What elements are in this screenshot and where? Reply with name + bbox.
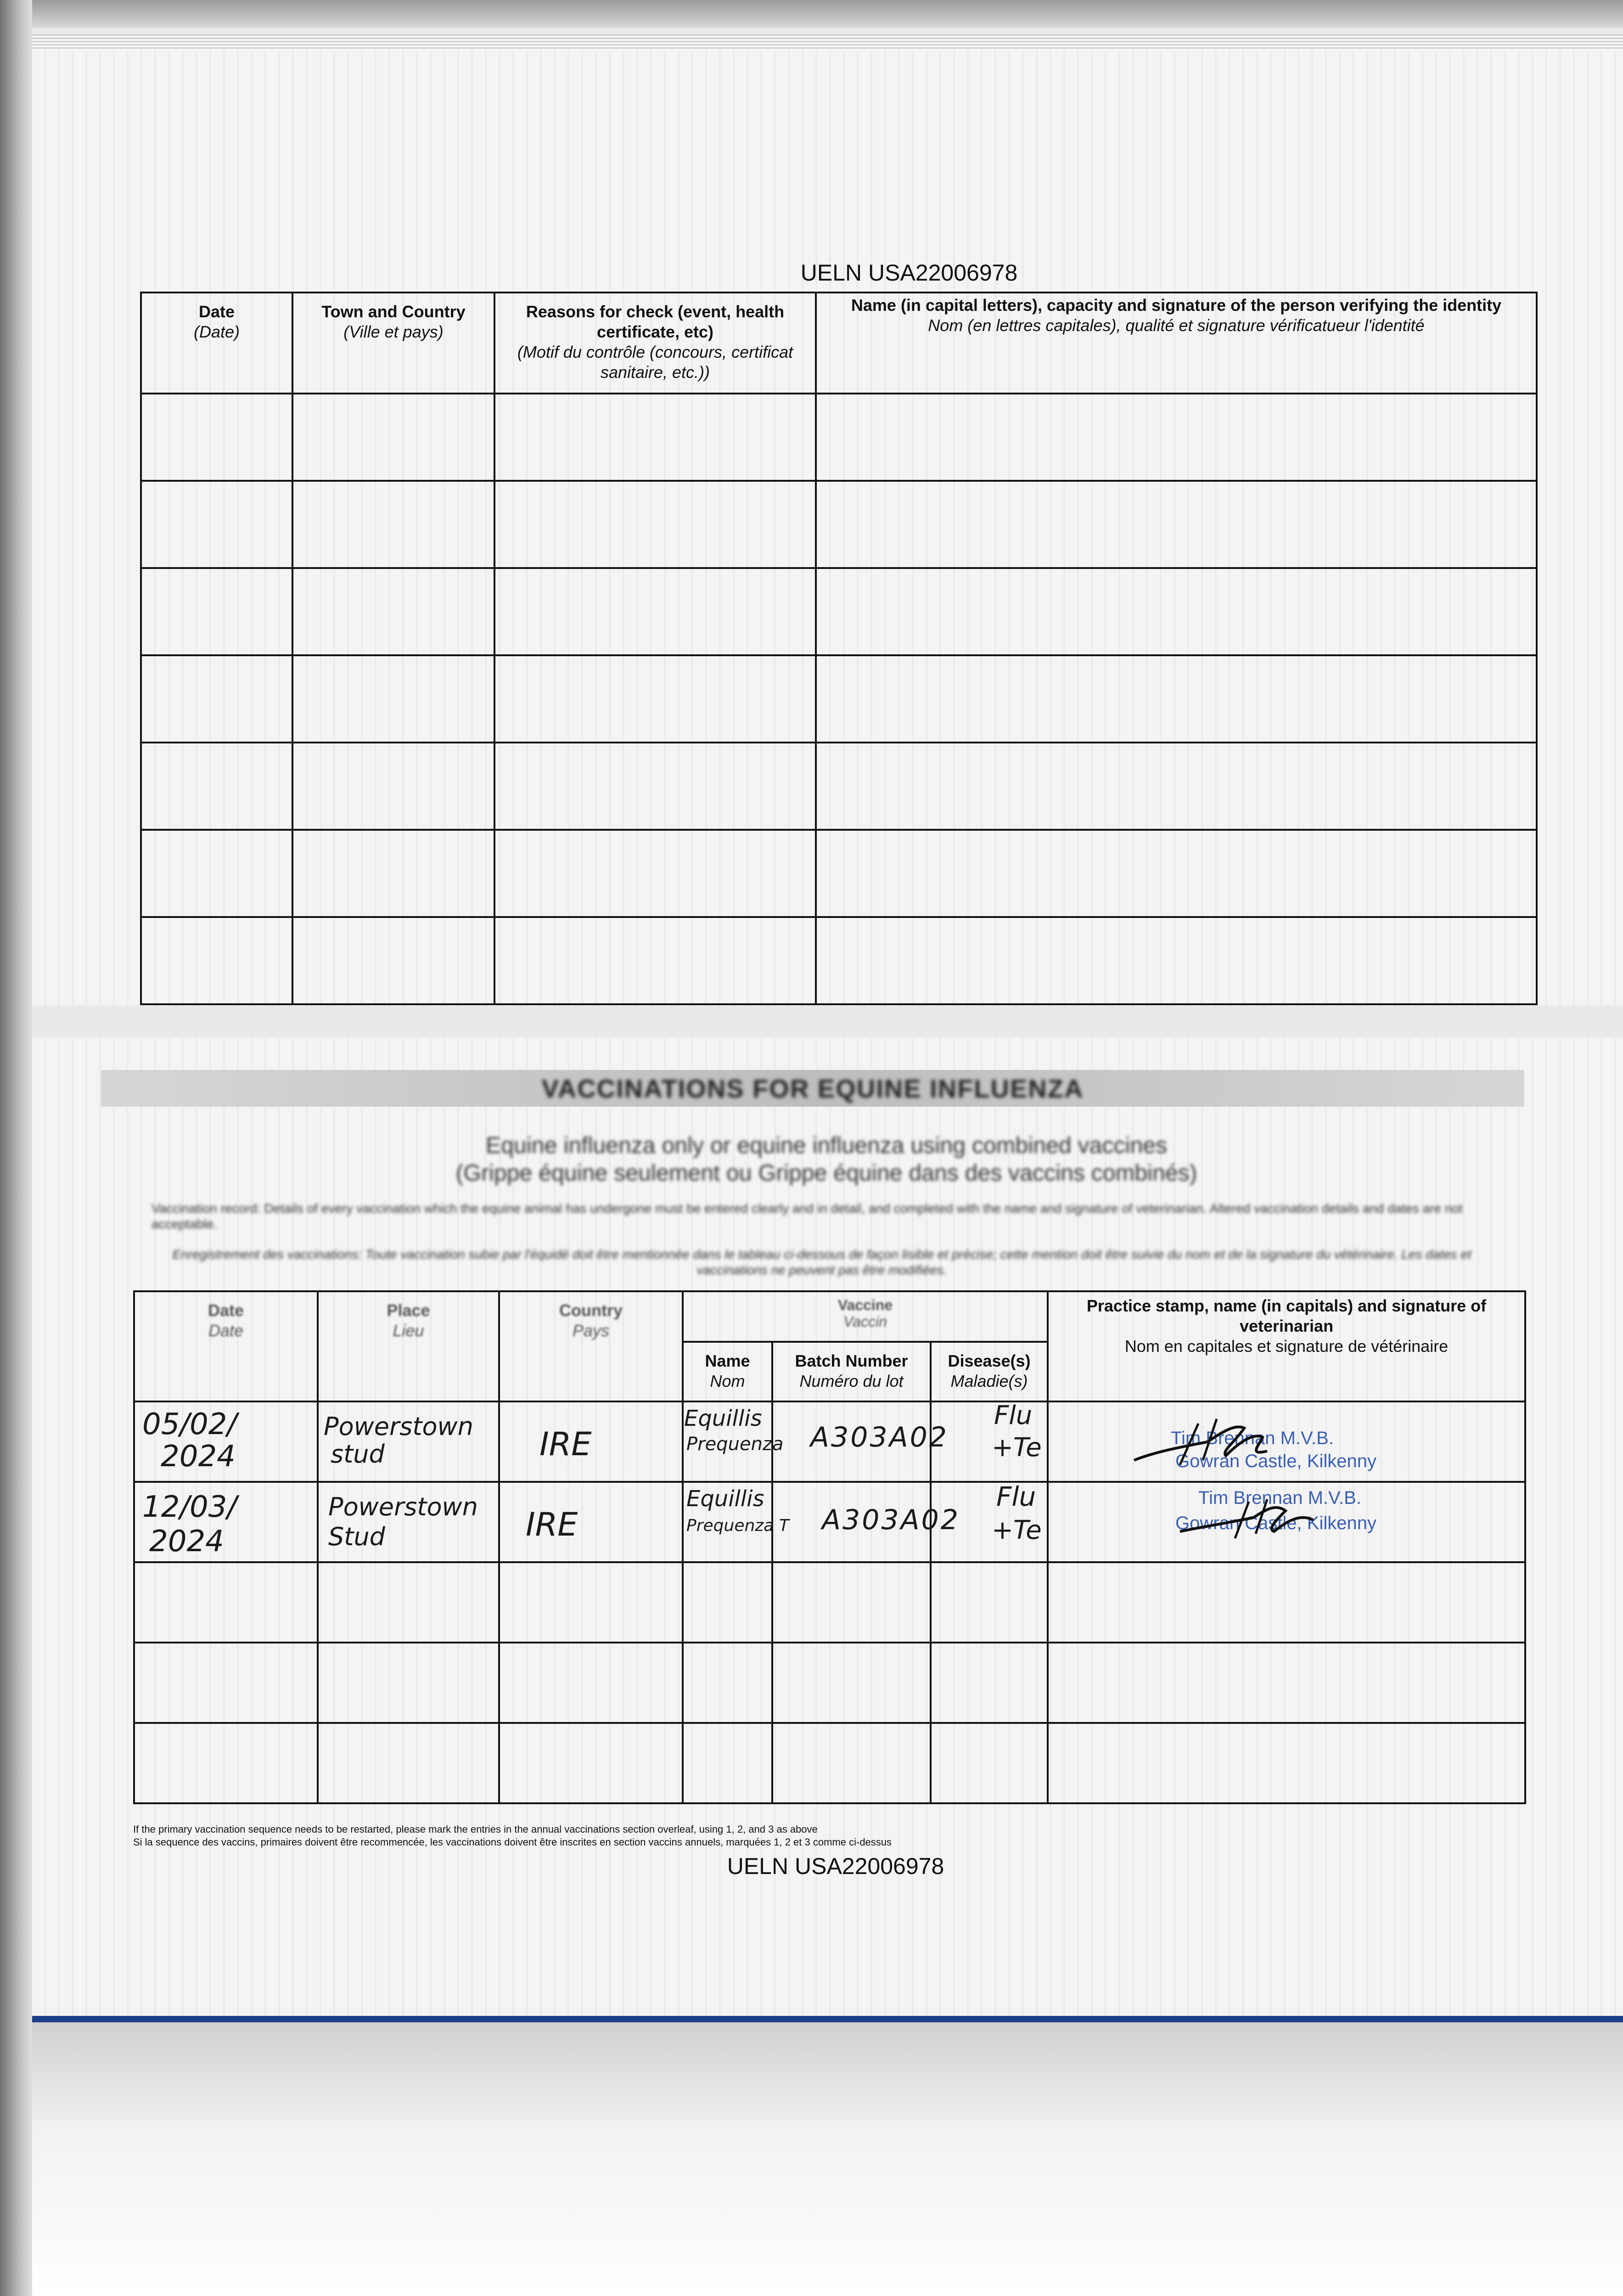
vaccination-title-banner (101, 1070, 1524, 1107)
ueln-bottom: UELN USA22006978 (727, 1853, 944, 1879)
scan-shadow-left (0, 0, 32, 2296)
footnote-fr: Si la sequence des vaccins, primaires doivent être recommencée, les vaccinations doivent être inscrites en section vaccins annuels, marquées 1, 2 et 3 comme ci-dessus (133, 1836, 892, 1848)
ueln-top: UELN USA22006978 (800, 260, 1018, 286)
table-row (141, 830, 1537, 917)
col-verifier-header: Name (in capital letters), capacity and signature of the person verifying the identity Nom (en lettres capitales), qualité et signature vérificatueur l'identité (816, 293, 1537, 394)
row1-date-line2: 2024 (161, 1440, 236, 1474)
col-vaccine-header: Vaccine Vaccin (683, 1291, 1048, 1342)
col-vaccine-name-header: Name Nom (683, 1342, 772, 1401)
row2-date-line2: 2024 (149, 1525, 224, 1559)
col-date-header: Date (Date) (141, 293, 292, 394)
row1-place-line2: stud (331, 1440, 385, 1469)
row2-vet-stamp-address: Gowran Castle, Kilkenny (1175, 1513, 1376, 1533)
scan-bottom-area (0, 2020, 1623, 2296)
row2-place-line1: Powerstown (328, 1492, 478, 1521)
row2-date-line1: 12/03/ (142, 1490, 237, 1524)
col-practice-header: Practice stamp, name (in capitals) and signature of veterinarian Nom en capitales et signature de vétérinaire (1048, 1291, 1525, 1401)
table-row (141, 655, 1537, 743)
footnote-en: If the primary vaccination sequence needs to be restarted, please mark the entries in the annual vaccinations section overleaf, using 1, 2, and 3 as above (133, 1823, 818, 1835)
row1-vet-stamp-address: Gowran Castle, Kilkenny (1175, 1451, 1376, 1471)
row1-disease-line2: +Te (992, 1433, 1042, 1463)
scan-shadow-top (0, 0, 1623, 28)
table-row (134, 1562, 1525, 1643)
row1-vet-signature (1129, 1414, 1286, 1474)
table-row (141, 481, 1537, 568)
table-row (141, 917, 1537, 1004)
row2-place-line2: Stud (328, 1522, 385, 1551)
row1-date-line1: 05/02/ (142, 1407, 237, 1441)
vaccination-subtitle-en: Equine influenza only or equine influenza using combined vaccines (485, 1132, 1168, 1158)
row2-vaccine-name-line2: Prequenza T (686, 1516, 789, 1535)
vaccination-title: VACCINATIONS FOR EQUINE INFLUENZA (541, 1074, 1084, 1103)
row2-batch: A303A02 (822, 1504, 960, 1536)
row2-country: IRE (526, 1506, 578, 1543)
table-row (134, 1643, 1525, 1723)
col-vacc-date-header: Date Date (134, 1291, 318, 1401)
col-vacc-country-header: Country Pays (499, 1291, 683, 1401)
col-disease-header: Disease(s) Maladie(s) (931, 1342, 1048, 1401)
row2-vaccine-name-line1: Equillis (686, 1486, 764, 1512)
col-vacc-place-header: Place Lieu (318, 1291, 499, 1401)
row2-vet-signature (1175, 1495, 1331, 1545)
row2-vet-stamp-name: Tim Brennan M.V.B. (1198, 1488, 1361, 1508)
row1-vaccine-name-line2: Prequenza (686, 1434, 784, 1455)
vaccination-intro-en: Vaccination record: Details of every vaccination which the equine animal has undergone must be entered clearly and in detail, and completed with the name and signature of veterinarian. Altered vaccination details and dates are not acceptable. (152, 1201, 1463, 1231)
vaccination-intro-fr: Enregistrement des vaccinations: Toute vaccination subie par l'équidé doit être mentionnée dans le tableau ci-dessous de façon lisible et précise; cette mention doit être suivie du nom et de la signature du vétérinaire. Les dates et vaccinations ne peuvent pas être modifiées. (172, 1247, 1471, 1277)
row1-place-line1: Powerstown (324, 1412, 473, 1441)
col-reason-header: Reasons for check (event, health certificate, etc) (Motif du contrôle (concours, certificat sanitaire, etc.)) (494, 293, 816, 394)
vaccination-subtitle-fr: (Grippe équine seulement ou Grippe équine dans des vaccins combinés) (455, 1160, 1197, 1186)
table-row (141, 743, 1537, 830)
table-row (141, 568, 1537, 655)
col-town-header: Town and Country (Ville et pays) (292, 293, 494, 394)
col-batch-header: Batch Number Numéro du lot (772, 1342, 931, 1401)
table-row (134, 1723, 1525, 1803)
page-edges (28, 34, 1623, 51)
row1-country: IRE (539, 1425, 592, 1463)
row1-vaccine-name-line1: Equillis (684, 1406, 762, 1431)
row1-vet-stamp-name: Tim Brennan M.V.B. (1171, 1428, 1334, 1448)
row2-disease-line1: Flu (996, 1481, 1036, 1512)
table-row (141, 394, 1537, 481)
row1-batch: A303A02 (810, 1421, 949, 1453)
row2-disease-line2: +Te (992, 1515, 1042, 1545)
row1-disease-line1: Flu (994, 1401, 1033, 1430)
identity-check-table (140, 292, 1538, 1005)
